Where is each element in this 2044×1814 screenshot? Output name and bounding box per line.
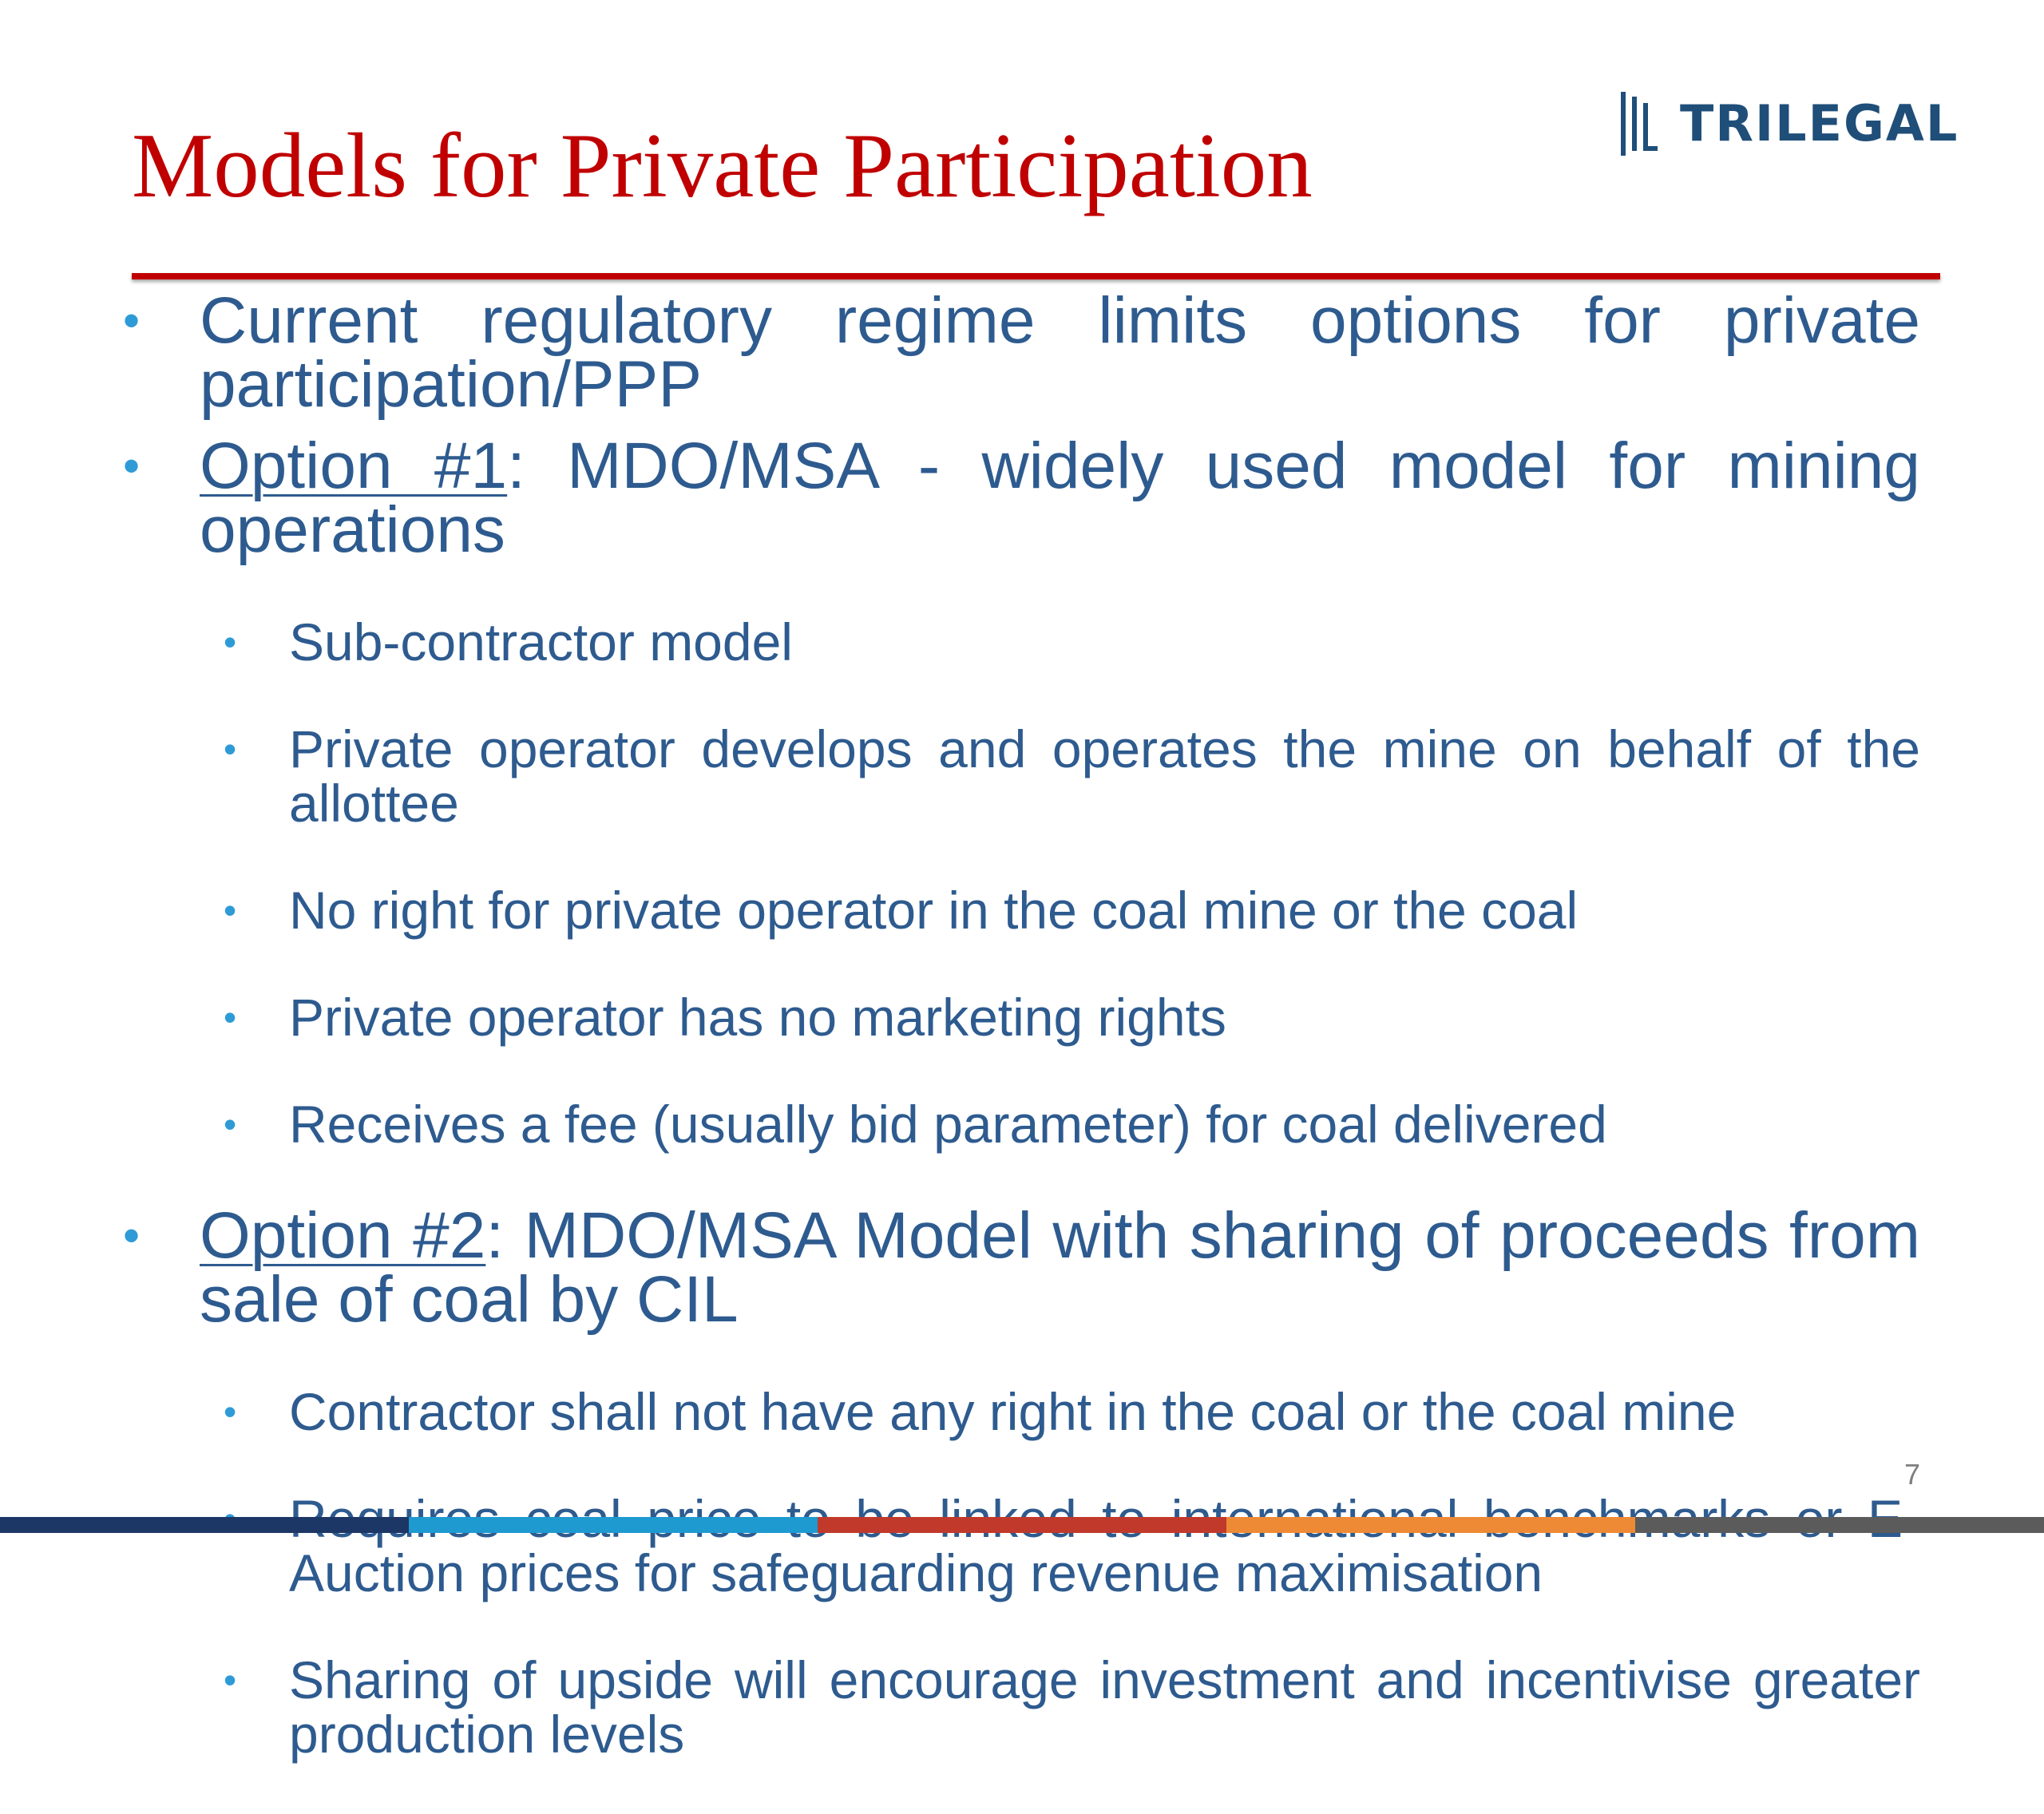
slide-title: Models for Private Participation [132,115,1313,216]
option-2-label: Option #2 [200,1199,486,1272]
bar-segment [0,1517,409,1533]
bar-segment [1226,1517,1635,1533]
sub-bullet: • Contractor shall not have any right in the coal or the coal mine [289,1384,1920,1439]
bullet-text: Current regulatory regime limits options for private participation/PPP [200,284,1920,421]
trilegal-bars-icon [1619,92,1659,156]
sub-bullet: • Private operator has no marketing rights [289,990,1920,1044]
bar-segment [409,1517,818,1533]
option-1-label: Option #1 [200,430,508,502]
trilegal-logo [1619,88,1959,160]
page-number: 7 [1903,1458,1920,1491]
title-divider [132,273,1940,279]
bar-segment [1635,1517,2044,1533]
bullet-option-1 [120,430,1920,566]
slide-body [120,284,1920,1814]
sub-bullet: • No right for private operator in the coal mine or the coal [289,883,1920,937]
bottom-color-bar [0,1517,2044,1533]
sub-bullet: • Sub-contractor model [289,615,1920,669]
sub-bullet: • Auction prices for safeguarding revenue maximisation [289,1491,1920,1600]
bullet-text: : MDO/MSA Model with sharing of proceeds from sale of coal by CIL [200,1199,1920,1336]
option-2-subpoints [120,1382,1920,1764]
bullet-option-2 [120,1199,1920,1336]
sub-bullet: • Private operator develops and operates the mine on behalf of the allottee [289,722,1920,830]
bullet-regulatory-regime [120,284,1920,421]
sub-bullet: • Receives a fee (usually bid parameter) for coal delivered [289,1097,1920,1151]
bullet-text: : MDO/MSA - widely used model for mining operations [200,430,1920,566]
logo-text: TRILEGAL [1680,94,1959,152]
option-1-subpoints [120,612,1920,1154]
sub-bullet: • Sharing of upside will encourage investment and incentivise greater production levels [289,1653,1920,1761]
bar-segment [818,1517,1226,1533]
